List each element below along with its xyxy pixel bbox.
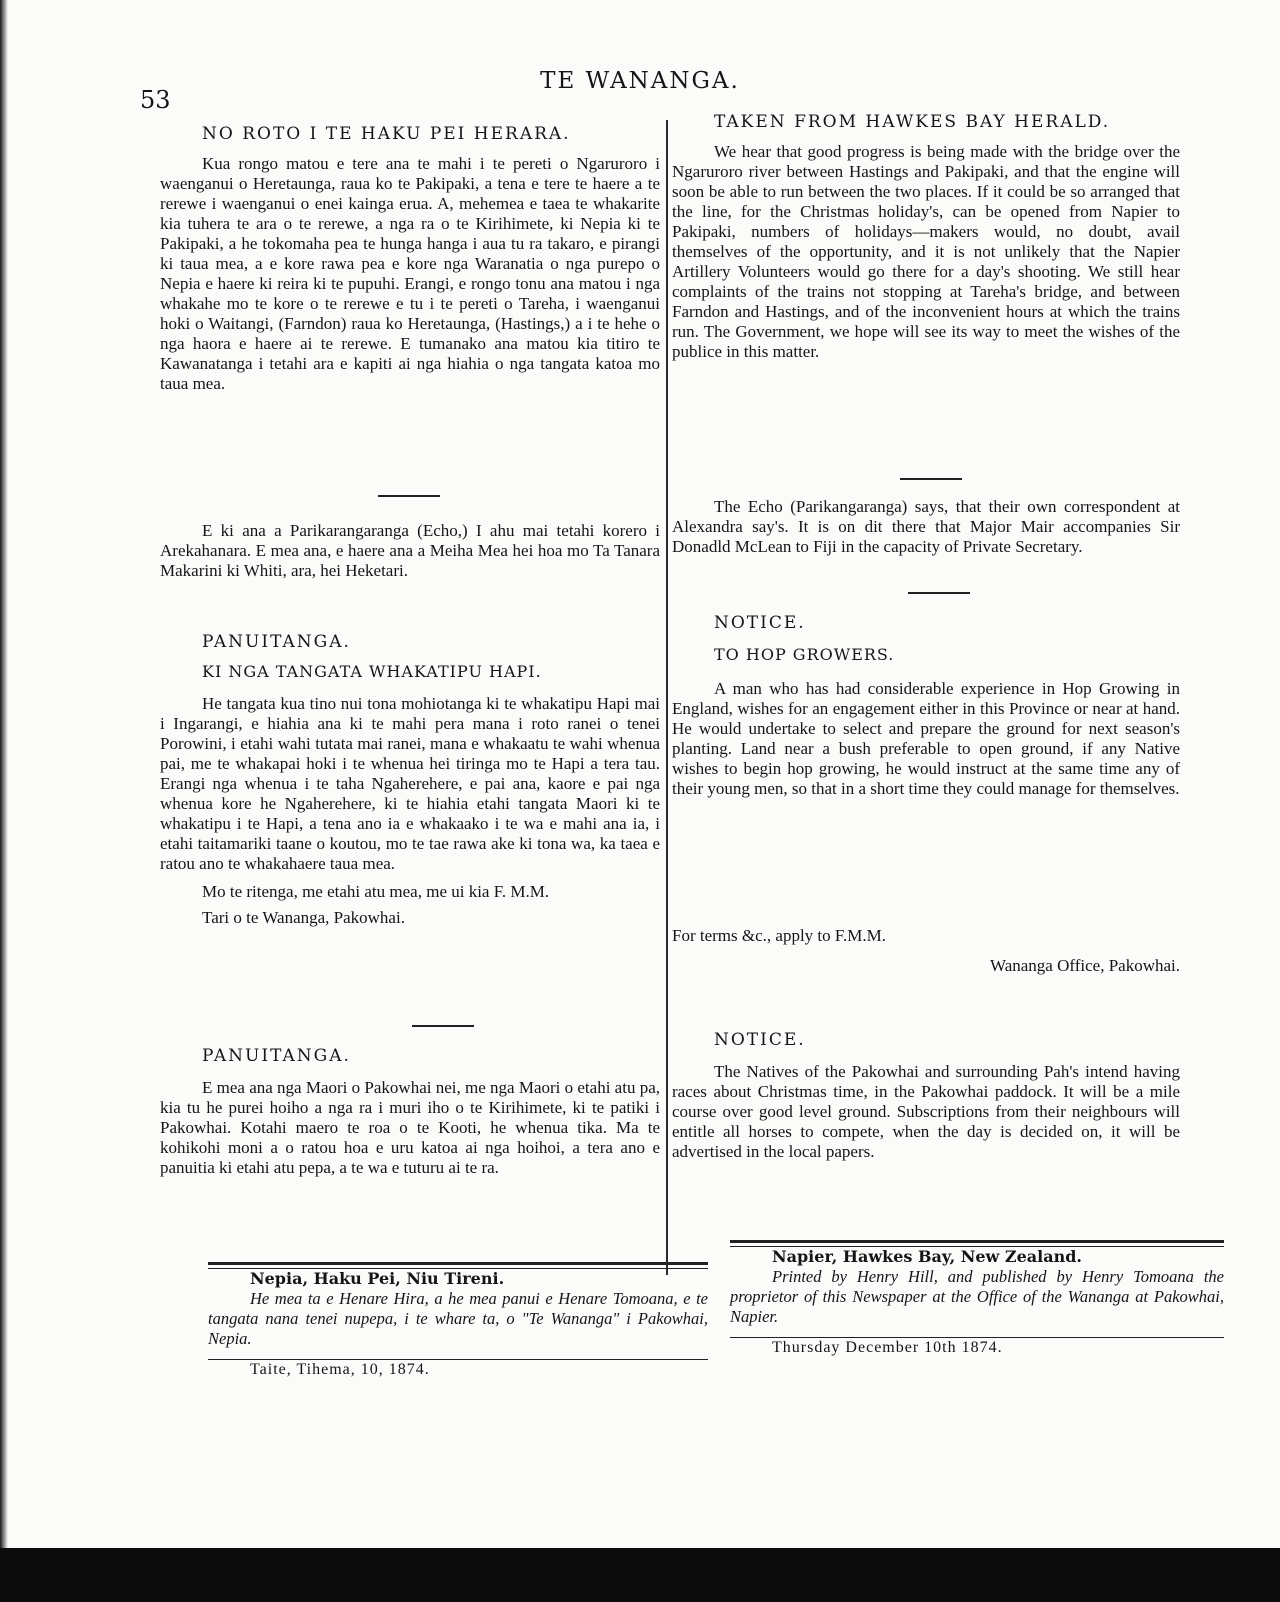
left-footer-rule — [208, 1262, 708, 1265]
left-notice2-body: E mea ana nga Maori o Pakowhai nei, me nga Maori o etahi atu pa, kia tu he purei hoiho a nga ra i muri iho o te Kirihimete, ki te patiki i Pakowhai. Kotahi maero te roa o te Kooti, he whenua tika. Ma te kohikohi moni a o ratou hoa e uru katoa ai nga hoihoi, a tera ano e panuitia ki etahi atu pepa, a te wa e tuturu ai te ra. — [160, 1078, 660, 1177]
right-article1-heading: TAKEN FROM HAWKES BAY HERALD. — [714, 112, 1111, 132]
masthead-title: TE WANANGA. — [540, 68, 740, 94]
left-article1-body: Kua rongo matou e tere ana te mahi i te pereti o Ngaruroro i waenganui o Heretaunga, raua ko te Pakipaki, a tena e tere te haere a te rerewe i waenganui o enei kainga erua. A, mehemea e taea te whakarite kia tuhera te ara o te rerewe, a nga ra o te Kirihimete, ki Nepia ki te Pakipaki, a he tokomaha pea te hunga hanga i aua tu ra takaro, e pirangi ki taua mea, a e kore rawa pea e kore nga Waranatia o nga purepo o Nepia e haere ki reira ki te pupuhi. Erangi, e rongo tonu ana matou i nga whakahe mo te kore o te rerewe e tu i te pereti o Tareha, i waenganui hoki o Waitangi, (Farndon) raua ko Heretaunga, (Hastings,) a i te hehe o nga haora e haere ai te rerewe. E tumanako ana matou kia titiro te Kawanatanga i tetahi ara e kapiti ai nga hiahia o nga tangata katoa mo taua mea. — [160, 154, 660, 393]
right-section-rule — [900, 478, 962, 480]
left-footer-imprint: He mea ta e Henare Hira, a he mea panui e Henare Tomoana, e te tangata nana tenei nupepa, i te whare ta, o "Te Wananga" i Pakowhai, Nepia. — [208, 1289, 708, 1348]
left-article-echo — [160, 521, 660, 581]
right-article-echo — [672, 497, 1180, 557]
right-notice2-body: The Natives of the Pakowhai and surrounding Pah's intend having races about Christmas time, in the Pakowhai paddock. It will be a mile course over good level ground. Subscriptions from their neighbours will entitle all horses to compete, when the day is decided on, it will be advertised in the local papers. — [672, 1062, 1180, 1161]
right-footer — [730, 1240, 1224, 1358]
right-notice2-heading: NOTICE. — [714, 1030, 806, 1050]
left-notice2-heading: PANUITANGA. — [202, 1046, 351, 1066]
scan-bottom-edge — [0, 1548, 1280, 1602]
right-article1-body: We hear that good progress is being made with the bridge over the Ngaruroro river between Hastings and Pakipaki, and that the engine will soon be able to run between the two places. If it could be so arranged that the line, for the Christmas holiday's, can be opened from Napier to Pakipaki, numbers of holidays—makers would, no doubt, avail themselves of the opportunity, and it is not unlikely that the Napier Artillery Volunteers would go there for a day's shooting. We still hear complaints of the trains not stopping at Tareha's bridge, and between Farndon and Hastings, and of the inconvenient hours at which the trains run. The Government, we hope will see its way to meet the wishes of the publice in this matter. — [672, 142, 1180, 361]
left-notice1-heading: PANUITANGA. — [202, 632, 351, 652]
right-notice1-office: Wananga Office, Pakowhai. — [990, 956, 1180, 975]
left-article2-body: E ki ana a Parikarangaranga (Echo,) I ahu mai tetahi korero i Arekahanara. E mea ana, e haere ana a Meiha Mea hei hoa mo Ta Tanara Makarini ki Whiti, ara, hei Heketari. — [160, 521, 660, 580]
left-notice1-subheading: KI NGA TANGATA WHAKATIPU HAPI. — [202, 662, 542, 681]
right-footer-title: Napier, Hawkes Bay, New Zealand. — [772, 1247, 1082, 1266]
right-notice1-body: A man who has had considerable experience in Hop Growing in England, wishes for an engagement either in this Province or near at hand. He would undertake to select and prepare the ground for next season's planting. Land near a bush preferable to open ground, if any Native wishes to begin hop growing, he would instruct at the same time any of their young men, so that in a short time they could manage for themselves. — [672, 679, 1180, 798]
left-notice-hapi — [160, 632, 660, 928]
column-divider — [666, 120, 668, 1275]
right-section-rule-2 — [908, 592, 970, 594]
left-article1-heading: NO ROTO I TE HAKU PEI HERARA. — [202, 124, 571, 144]
right-notice1-heading: NOTICE. — [714, 613, 806, 633]
right-notice1-contact — [672, 926, 1180, 976]
left-section-rule-2 — [412, 1025, 474, 1027]
right-notice1-terms: For terms &c., apply to F.M.M. — [672, 926, 886, 945]
left-notice1-terms: Mo te ritenga, me etahi atu mea, me ui kia F. M.M. — [202, 882, 550, 901]
right-footer-imprint: Printed by Henry Hill, and published by Henry Tomoana the proprietor of this Newspaper at the Office of the Wananga at Pakowhai, Napier. — [730, 1267, 1224, 1326]
left-notice1-office: Tari o te Wananga, Pakowhai. — [202, 908, 405, 927]
left-footer-date: Taite, Tihema, 10, 1874. — [250, 1361, 430, 1378]
right-notice-races — [672, 1030, 1180, 1162]
left-footer-title: Nepia, Haku Pei, Niu Tireni. — [250, 1269, 505, 1288]
left-article-haku-pei — [160, 124, 660, 394]
page-number: 53 — [140, 86, 171, 114]
left-notice1-body: He tangata kua tino nui tona mohiotanga ki te whakatipu Hapi mai i Ingarangi, e hiahia ana ki te mahi pera mana i roto ranei o tenei Porowini, i etahi wahi tutata mai ranei, mana e whakaatu te wahi whenua pai, me te whakapai hoki i te whenua hei tiringa mo te Hapi a tera tau. Erangi nga whenua i te taha Ngaherehere, e pai ana, kaore e pai nga whenua kore he Ngaherehere, ki te hiahia etahi tangata Maori ki te whakatipu i te Hapi, a tena ano ia e whakaako i te wa e mahi ana ia, i etahi taitamariki taane o koutou, mo te tae rawa ake ki tona wa, ka taea e ratou ano te whakahaere taua mea. — [160, 694, 660, 873]
page-edge-shadow — [0, 0, 8, 1602]
right-notice-hop — [672, 613, 1180, 799]
right-footer-rule — [730, 1240, 1224, 1243]
left-section-rule — [378, 495, 440, 497]
right-article-herald — [672, 112, 1180, 362]
right-footer-date: Thursday December 10th 1874. — [772, 1339, 1003, 1356]
left-notice-purei — [160, 1046, 660, 1178]
right-notice1-subheading: TO HOP GROWERS. — [714, 645, 895, 664]
right-article2-body: The Echo (Parikangaranga) says, that their own correspondent at Alexandra say's. It is on dit there that Major Mair accompanies Sir Donadld McLean to Fiji in the capacity of Private Secretary. — [672, 497, 1180, 556]
left-footer — [208, 1262, 708, 1380]
